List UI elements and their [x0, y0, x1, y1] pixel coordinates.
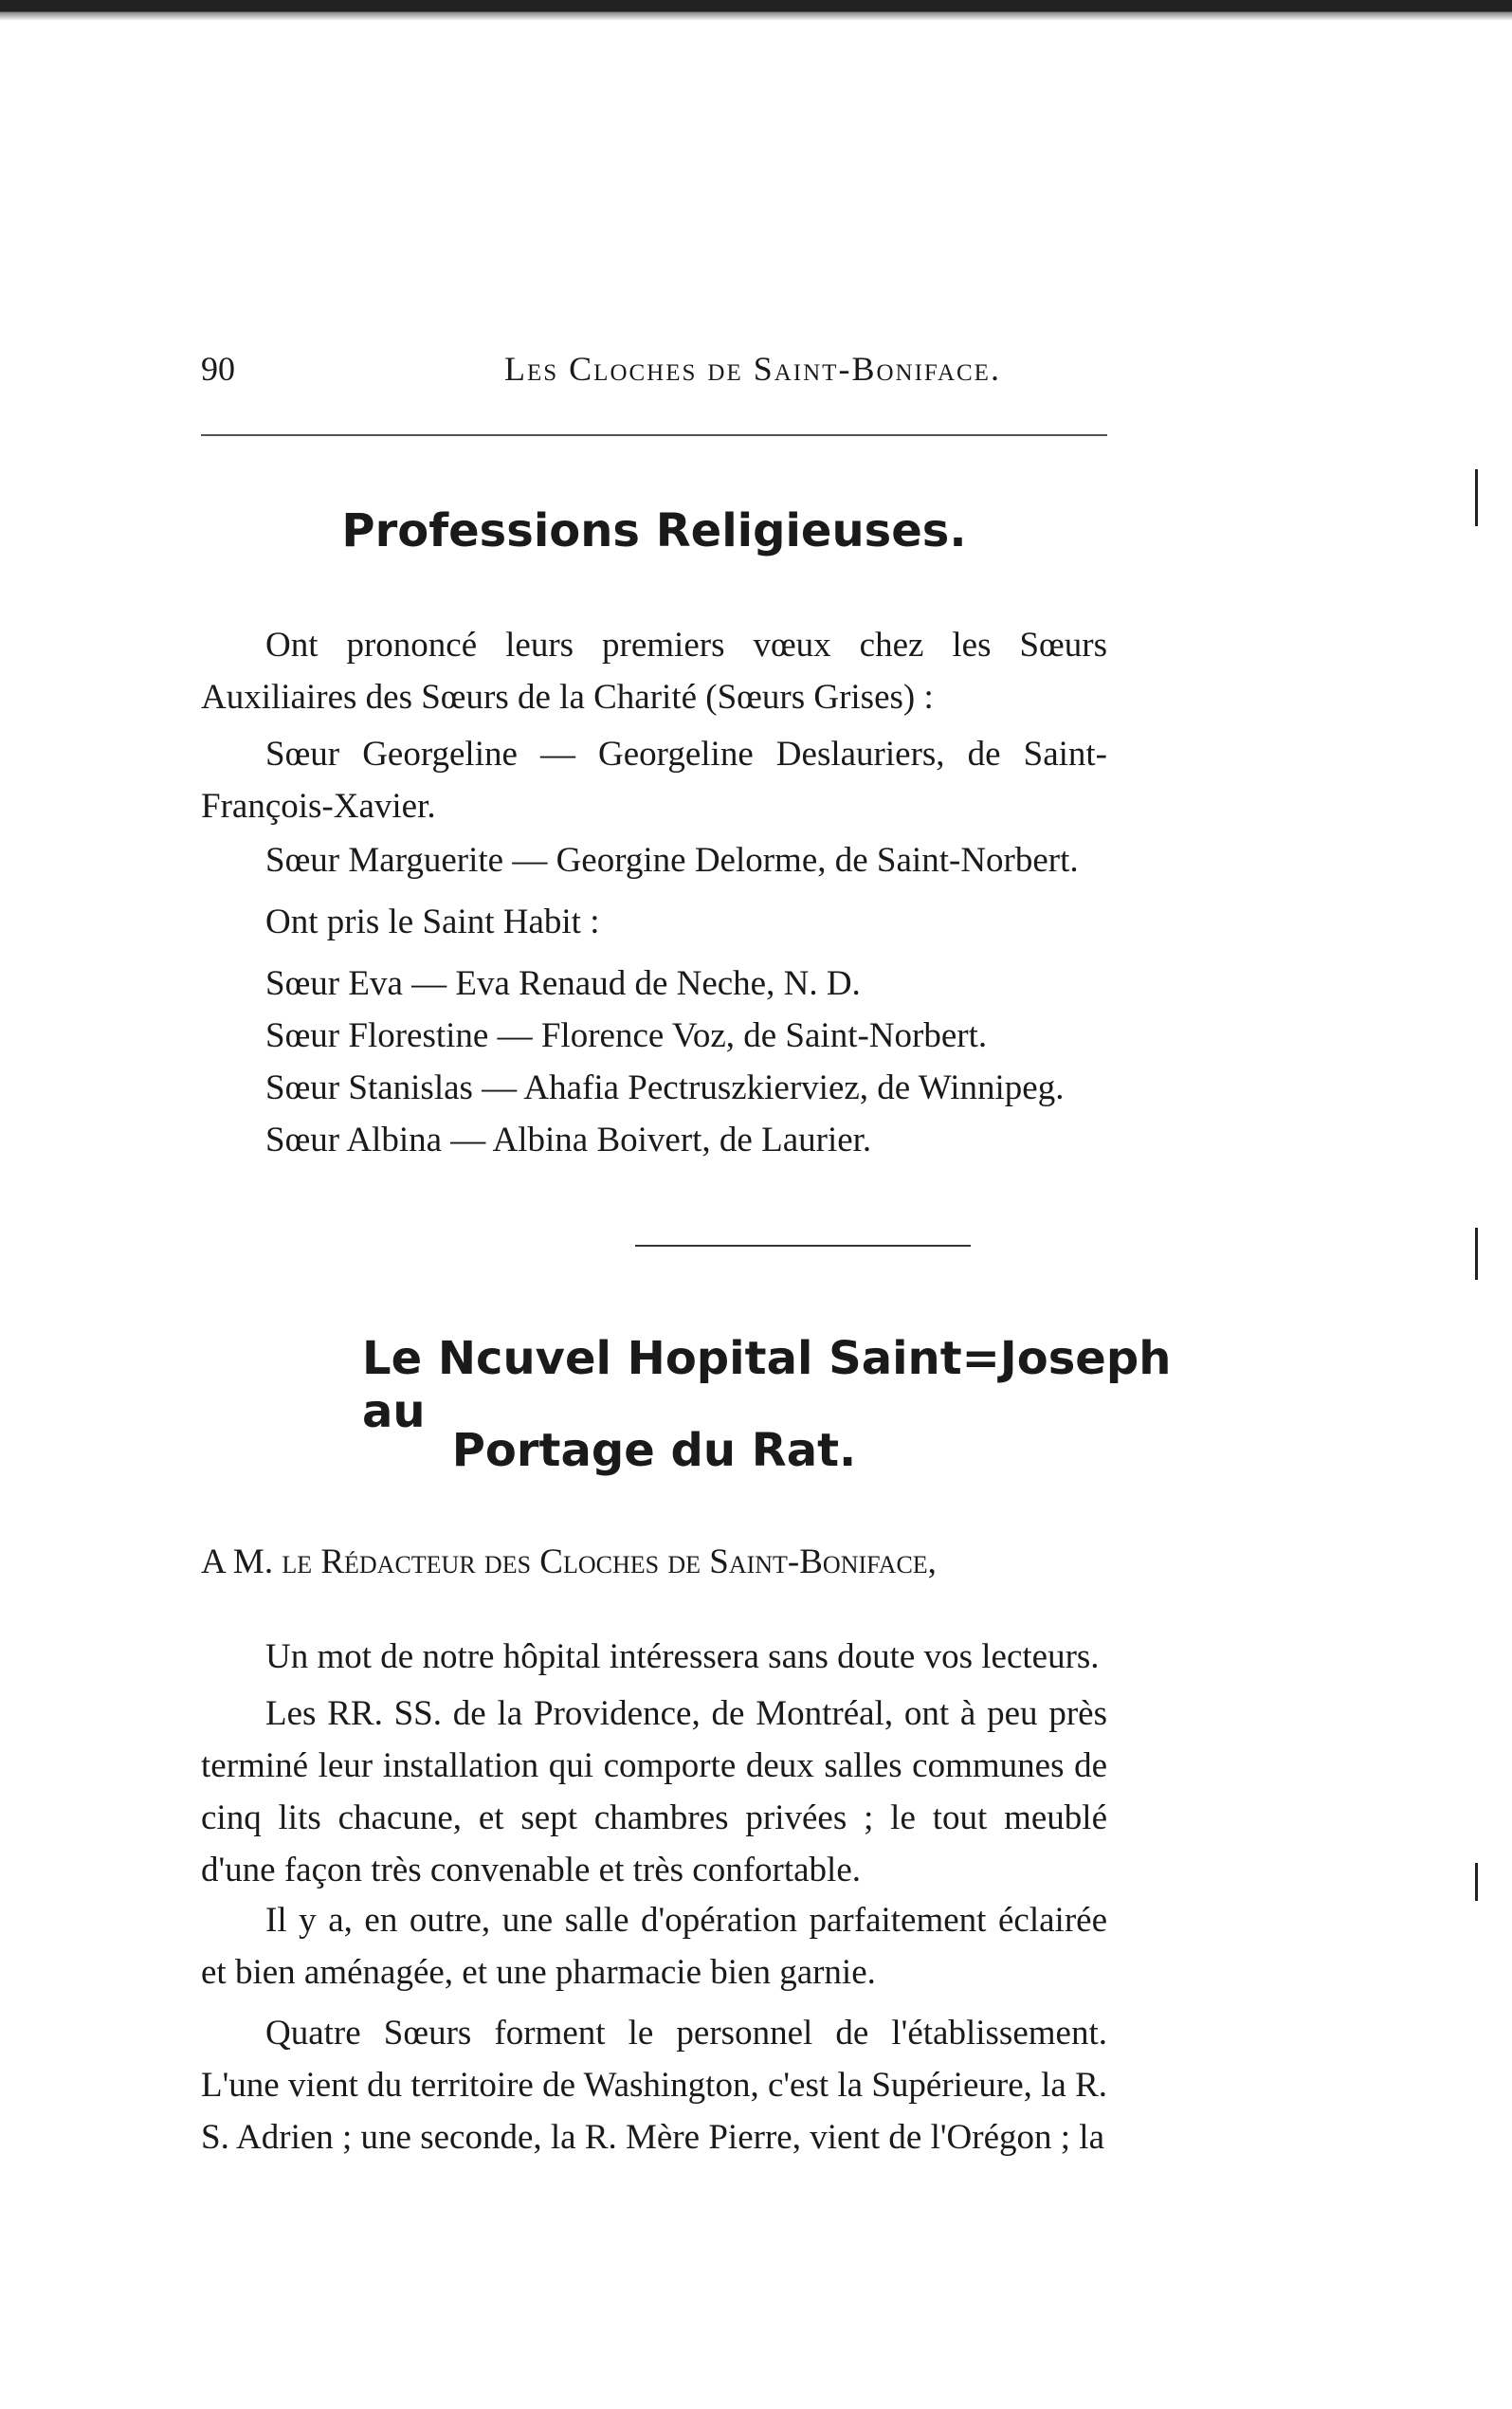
section-title: Professions Religieuses. [341, 504, 967, 557]
page-header [201, 349, 1107, 396]
scan-margin-mark [1475, 469, 1478, 526]
list-item: Sœur Eva — Eva Renaud de Neche, N. D. [265, 964, 861, 1003]
running-head: Les Cloches de Saint-Boniface. [504, 350, 1001, 388]
list-item: Sœur Florestine — Florence Voz, de Saint-Norbert. [265, 1016, 988, 1055]
address-line: A M. le Rédacteur des Cloches de Saint-Boniface, [201, 1542, 937, 1581]
list-item: Sœur Marguerite — Georgine Delorme, de Saint-Norbert. [265, 841, 1079, 880]
list-item: Sœur Stanislas — Ahafia Pectruszkierviez, de Winnipeg. [265, 1068, 1065, 1107]
scan-margin-mark [1475, 1228, 1478, 1280]
scan-margin-mark [1475, 1863, 1478, 1901]
article-title: Le Ncuvel Hopital Saint=Joseph au [362, 1332, 1172, 1438]
list-item: Sœur Georgeline — Georgeline Deslauriers, de Saint-François-Xavier. [201, 735, 1107, 826]
list-item: Sœur Albina — Albina Boivert, de Laurier. [265, 1121, 872, 1159]
article-title: Portage du Rat. [451, 1424, 857, 1477]
list-item-intro: Ont pris le Saint Habit : [265, 903, 600, 941]
paragraph: Il y a, en outre, une salle d'opération parfaitement éclairée et bien aménagée, et une pharmacie bien garnie. [201, 1901, 1107, 1992]
scan-top-edge [0, 0, 1512, 21]
header-rule [201, 434, 1107, 436]
paragraph: Quatre Sœurs forment le personnel de l'établissement. L'une vient du territoire de Washington, c'est la Supérieure, la R. S. Adrien ; une seconde, la R. Mère Pierre, vient de l'Orégon ; la [201, 2014, 1107, 2157]
paragraph: Ont prononcé leurs premiers vœux chez les Sœurs Auxiliaires des Sœurs de la Charité (Sœurs Grises) : [201, 626, 1107, 717]
paragraph: Les RR. SS. de la Providence, de Montréal, ont à peu près terminé leur installation qui comporte deux salles communes de cinq lits chacune, et sept chambres privées ; le tout meublé d'une façon très convenable et très confortable. [201, 1694, 1107, 1889]
section-divider [635, 1245, 971, 1247]
paragraph: Un mot de notre hôpital intéressera sans doute vos lecteurs. [265, 1637, 1100, 1676]
page-number: 90 [201, 350, 235, 388]
